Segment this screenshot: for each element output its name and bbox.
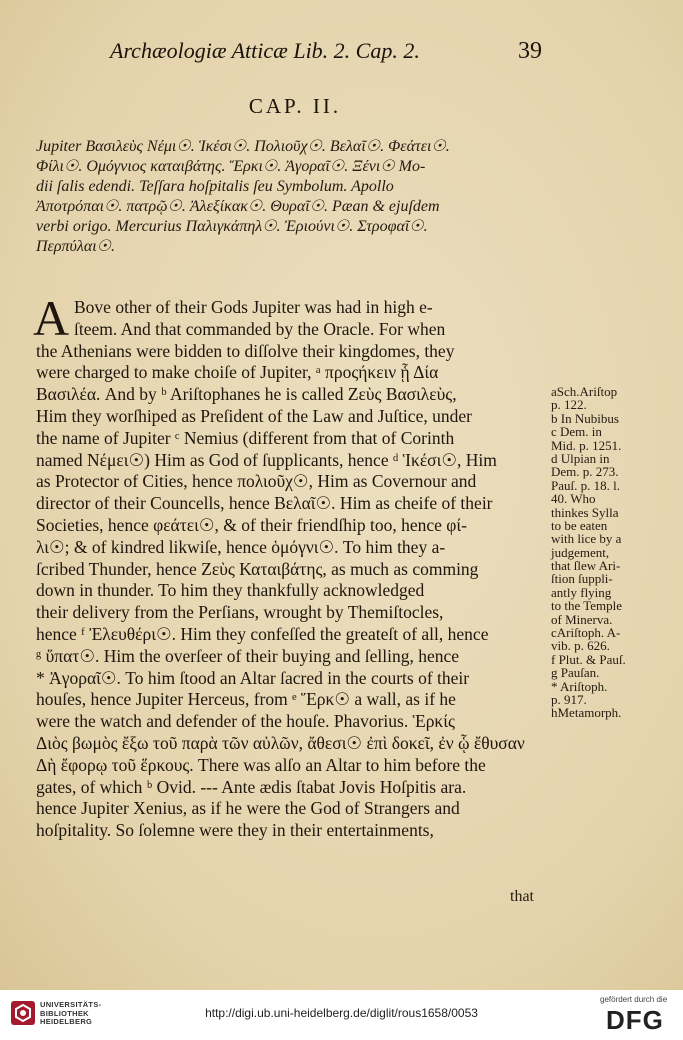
- catchword: that: [510, 888, 534, 905]
- text-line: gates, of which ᵇ Ovid. --- Ante ædis ſtabat Jovis Hoſpitis ara.: [36, 776, 467, 797]
- funded-by-label: gefördert durch die: [600, 995, 668, 1004]
- text-line: down in thunder. To him they thankfully acknowledged: [36, 580, 425, 601]
- text-line: λι☉; & of kindred likwiſe, hence ὁμόγνι☉. To him they a-: [36, 536, 446, 557]
- margin-note: Mid. p. 1251.: [551, 437, 622, 453]
- margin-note: antly flying: [551, 584, 612, 600]
- text-line: hence ᶠ Ἐλευθέρι☉. Him they confeſſed the greateſt of all, hence: [36, 623, 489, 644]
- library-name-line: HEIDELBERG: [40, 1017, 93, 1027]
- margin-note: with lice by a: [551, 531, 622, 547]
- chapter-heading: CAP. II.: [248, 94, 342, 118]
- drop-cap: A: [33, 290, 70, 346]
- summary-line: Ἀποτρόπαι☉. πατρῷ☉. Ἀλεξίκακ☉. Θυραῖ☉. Pæan & ejuſdem: [36, 198, 440, 215]
- text-line: the name of Jupiter ᶜ Nemius (different from that of Corinth: [36, 427, 455, 448]
- margin-note: 40. Who: [551, 491, 596, 507]
- text-line: ſcribed Thunder, hence Ζεὺς Καταιβάτης, as much as comming: [36, 558, 479, 579]
- margin-notes: [551, 385, 661, 720]
- text-line: as Protector of Cities, hence πολιοῦχ☉, Him as Covernour and: [36, 471, 477, 492]
- text-line: director of their Councells, hence Βελαῖ☉. Him as cheife of their: [36, 493, 493, 514]
- margin-note: Pauſ. p. 18. l.: [551, 477, 620, 493]
- dfg-logo[interactable]: DFG: [606, 1005, 664, 1035]
- summary-line: dii ſalis edendi. Teſſara hoſpitalis ſeu Symbolum. Apollo: [36, 178, 394, 195]
- summary-line: Φίλι☉. Ομόγνιος καταιβάτης. Ἕρκι☉. Ἀγοραῖ☉. Ξένι☉ Mo-: [36, 158, 426, 175]
- text-line: * Ἀγοραῖ☉. To him ſtood an Altar ſacred in the courts of their: [36, 667, 470, 688]
- margin-note: b In Nubibus: [551, 410, 619, 426]
- margin-note: f Plut. & Pauſ.: [551, 651, 626, 667]
- margin-note: vib. p. 626.: [551, 638, 610, 654]
- text-line: hence Jupiter Xenius, as if he were the God of Strangers and: [36, 798, 460, 819]
- library-name-line: UNIVERSITÄTS-: [40, 1000, 102, 1009]
- margin-note: p. 122.: [551, 397, 587, 413]
- margin-note: * Ariſtoph.: [551, 678, 608, 694]
- page-header: [110, 38, 550, 64]
- summary-line: Περπύλαι☉.: [36, 238, 116, 255]
- margin-note: to the Temple: [551, 598, 623, 614]
- margin-note: d Ulpian in: [551, 450, 610, 466]
- text-line: ſteem. And that commanded by the Oracle. For when: [74, 318, 446, 339]
- text-line: named Νέμει☉) Him as God of ſupplicants, hence ᵈ Ἱκέσι☉, Him: [36, 449, 497, 470]
- text-line: the Athenians were bidden to diſſolve their kingdomes, they: [36, 340, 455, 361]
- body-text: [36, 297, 548, 842]
- margin-note: aSch.Ariſtop: [551, 384, 618, 399]
- margin-note: of Minerva.: [551, 611, 613, 627]
- library-name-line: BIBLIOTHEK: [40, 1008, 89, 1018]
- chapter-summary: [36, 137, 556, 257]
- text-line: Δὴ ἔφορῳ τοῦ ἕρκους. There was alſo an Altar to him before the: [36, 754, 486, 775]
- text-line: Bove other of their Gods Jupiter was had in high e-: [74, 297, 433, 317]
- text-line: Διὸς βωμὸς ἔξω τοῦ παρὰ τῶν αὐλῶν, ἄθεσι☉ ἐπὶ δοκεῖ, ἐν ᾧ ἔθυσαν: [36, 732, 525, 753]
- text-line: Βασιλέα. And by ᵇ Ariſtophanes he is called Ζεὺς Βασιλεὺς,: [36, 384, 457, 405]
- margin-note: thinkes Sylla: [551, 504, 619, 520]
- text-line: their delivery from the Perſians, wrought by Themiſtocles,: [36, 602, 444, 623]
- summary-line: Jupiter Βασιλεὺς Νέμι☉. Ἱκέσι☉. Πολιοῦχ☉. Βελαῖ☉. Φεάτει☉.: [36, 138, 450, 155]
- text-line: were the watch and defender of the houſe. Phavorius. Ἑρκίς: [36, 711, 455, 732]
- margin-note: Dem. p. 273.: [551, 464, 619, 480]
- source-url-link[interactable]: http://digi.ub.uni-heidelberg.de/diglit/rous1658/0053: [205, 1006, 478, 1020]
- margin-note: cAriſtoph. A-: [551, 625, 621, 641]
- margin-note: g Pauſan.: [551, 665, 600, 681]
- text-line: Him they worſhiped as Preſident of the Law and Juſtice, under: [36, 405, 472, 426]
- text-line: were charged to make choiſe of Jupiter, ᵃ προςήκειν ᾗ Δία: [36, 362, 439, 383]
- text-line: Societies, hence φεάτει☉, & of their friendſhip too, hence φί-: [36, 514, 467, 535]
- text-line: ᵍ ὕπατ☉. Him the overſeer of their buying and ſelling, hence: [36, 645, 460, 666]
- margin-note: that ſlew Ari-: [551, 558, 621, 574]
- margin-note: judgement,: [551, 544, 610, 560]
- margin-note: hMetamorph.: [551, 705, 622, 721]
- margin-note: ſtion ſuppli-: [551, 571, 613, 587]
- text-line: houſes, hence Jupiter Herceus, from ᵉ Ἕρκ☉ a wall, as if he: [36, 689, 456, 710]
- margin-note: p. 917.: [551, 691, 587, 707]
- margin-note: c Dem. in: [551, 424, 602, 440]
- running-head: Archæologiæ Atticæ Lib. 2. Cap. 2.: [110, 38, 420, 63]
- text-line: hoſpitality. So ſolemne were they in their entertainments,: [36, 820, 434, 841]
- margin-note: to be eaten: [551, 517, 608, 533]
- summary-line: verbi origo. Mercurius Παλιγκάπηλ☉. Ἐριούνι☉. Στροφαῖ☉.: [36, 218, 428, 235]
- page-number: 39: [518, 38, 542, 64]
